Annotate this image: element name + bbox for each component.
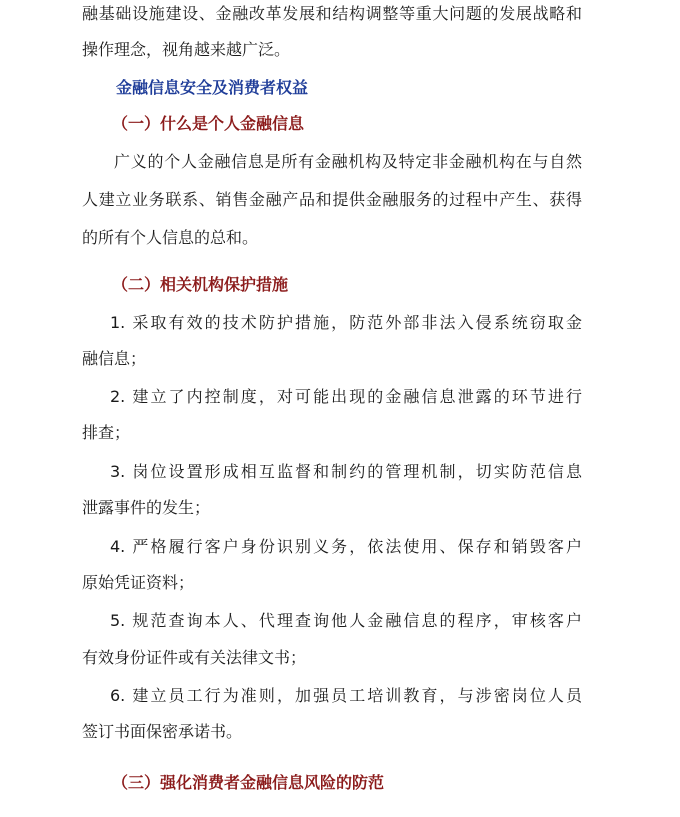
measure-5-line-2: 有效身份证件或有关法律文书；: [82, 648, 307, 667]
measure-3-line-2: 泄露事件的发生；: [82, 498, 211, 517]
definition-line-2: 人建立业务联系、销售金融产品和提供金融服务的过程中产生、获得: [82, 190, 582, 209]
measure-1-line-1: 1. 采取有效的技术防护措施，防范外部非法入侵系统窃取金: [110, 313, 582, 332]
measure-2-line-2: 排查；: [82, 423, 131, 442]
measure-2-line-1: 2. 建立了内控制度，对可能出现的金融信息泄露的环节进行: [110, 387, 582, 406]
measure-3-line-1: 3. 岗位设置形成相互监督和制约的管理机制，切实防范信息: [110, 462, 582, 481]
intro-line-1: 融基础设施建设、金融改革发展和结构调整等重大问题的发展战略和: [82, 4, 582, 23]
definition-line-3: 的所有个人信息的总和。: [82, 228, 259, 247]
heading-risk-prevention: （三）强化消费者金融信息风险的防范: [112, 773, 385, 792]
measure-4-line-2: 原始凭证资料；: [82, 573, 195, 592]
definition-line-1: 广义的个人金融信息是所有金融机构及特定非金融机构在与自然: [114, 152, 582, 171]
intro-line-2: 操作理念，视角越来越广泛。: [82, 40, 291, 59]
section-title: 金融信息安全及消费者权益: [116, 78, 309, 97]
measure-4-line-1: 4. 严格履行客户身份识别义务，依法使用、保存和销毁客户: [110, 537, 582, 556]
measure-1-line-2: 融信息；: [82, 349, 147, 368]
measure-6-line-2: 签订书面保密承诺书。: [82, 722, 243, 741]
measure-5-line-1: 5. 规范查询本人、代理查询他人金融信息的程序，审核客户: [110, 611, 582, 630]
heading-personal-financial-info: （一）什么是个人金融信息: [112, 114, 305, 133]
heading-protection-measures: （二）相关机构保护措施: [112, 275, 289, 294]
measure-6-line-1: 6. 建立员工行为准则，加强员工培训教育，与涉密岗位人员: [110, 686, 582, 705]
